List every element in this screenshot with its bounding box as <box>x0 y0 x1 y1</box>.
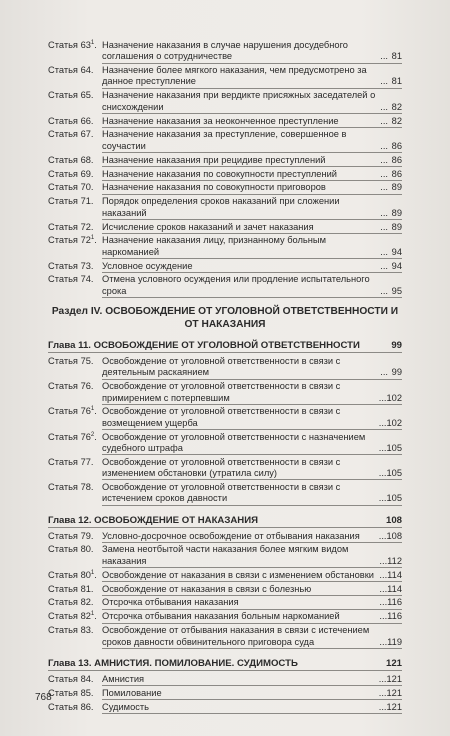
article-number: 73 <box>80 260 91 271</box>
article-number: 76 <box>80 406 91 417</box>
article-word: Статья <box>48 611 78 622</box>
article-number: 63 <box>80 40 91 50</box>
toc-entry <box>48 155 402 167</box>
article-superscript: 1 <box>90 611 95 618</box>
entry-title: Освобождение от наказания в связи с болезнью <box>102 583 312 594</box>
article-label: Статья 66. <box>48 115 94 126</box>
entry-page-number: 95 <box>391 285 402 296</box>
leader-dots: ... <box>378 468 387 479</box>
toc-entry <box>48 531 402 543</box>
entry-page-number: 94 <box>391 260 402 271</box>
entry-page-number: 86 <box>391 154 402 165</box>
article-superscript: 1 <box>90 569 95 576</box>
article-label: Статья 68. <box>48 154 94 165</box>
article-number: 76 <box>80 381 91 392</box>
leader-dots: ... <box>380 140 388 151</box>
entry-page-number: 99 <box>391 367 402 378</box>
article-word: Статья <box>48 196 78 207</box>
toc-entry <box>48 406 402 430</box>
entry-page-number: 89 <box>391 221 402 232</box>
entry-title-line <box>102 674 402 686</box>
entry-title: Освобождение от отбывания наказания в связи с истечением сроков давности обвинительного приговора суда <box>102 625 370 647</box>
toc-entry <box>48 702 402 714</box>
article-number: 68 <box>80 154 91 165</box>
toc-entry <box>48 40 402 64</box>
leader-dots: ... <box>379 583 388 594</box>
leader-dots: ... <box>379 611 388 622</box>
article-superscript: 1 <box>90 39 95 46</box>
article-word: Статья <box>48 90 78 101</box>
entry-page-number: 89 <box>391 182 402 193</box>
chapter-12-heading <box>48 515 402 528</box>
article-number: 72 <box>80 235 91 246</box>
article-label: Статья $80^1$. <box>48 569 97 580</box>
entry-title-line <box>102 182 402 194</box>
toc-entry <box>48 688 402 700</box>
article-label: Статья 64. <box>48 65 94 76</box>
chapter-13-heading <box>48 658 402 671</box>
leader-dots: ... <box>380 182 388 193</box>
entry-title-line <box>102 482 402 506</box>
chapter-page-number: 121 <box>385 657 402 669</box>
entry-title: Освобождение от уголовной ответственности в связи с деятельным раскаянием <box>102 356 341 378</box>
entry-title: Отсрочка отбывания наказания больным наркоманией <box>102 611 340 622</box>
article-number: 81 <box>80 583 91 594</box>
article-number: 78 <box>80 482 91 492</box>
article-word: Статья <box>48 40 78 50</box>
entry-page-number: 116 <box>387 611 402 622</box>
leader-dots: ... <box>380 168 388 179</box>
entry-title-line <box>102 544 402 568</box>
article-number: 65 <box>80 90 91 101</box>
article-label: Статья 71. <box>48 196 94 207</box>
entry-title-line <box>102 531 402 543</box>
toc-entry <box>48 482 402 506</box>
article-number: 72 <box>80 221 91 232</box>
article-number: 85 <box>80 687 91 698</box>
article-number: 64 <box>80 65 91 76</box>
article-superscript: 1 <box>90 406 95 413</box>
leader-dots: ... <box>380 260 388 271</box>
entry-title: Отмена условного осуждения или продление испытательного срока <box>102 274 370 296</box>
entry-title: Судимость <box>102 701 149 712</box>
leader-dots: ... <box>380 76 388 87</box>
chapter-title: Глава 12. ОСВОБОЖДЕНИЕ ОТ НАКАЗАНИЯ <box>48 514 259 526</box>
entry-page-number: 102 <box>386 417 402 428</box>
entry-title: Назначение наказания за преступление, совершенное в соучастии <box>102 129 347 151</box>
toc-entry <box>48 625 402 649</box>
article-word: Статья <box>48 221 78 232</box>
article-number: 79 <box>80 530 91 541</box>
toc-entry <box>48 597 402 609</box>
entry-page-number: 102 <box>386 392 402 403</box>
entry-page-number: 81 <box>391 51 402 62</box>
entry-title: Назначение наказания по совокупности приговоров <box>102 182 326 193</box>
entry-title-line <box>102 169 402 181</box>
entry-title: Исчисление сроков наказаний и зачет наказания <box>102 221 314 232</box>
entry-title: Назначение более мягкого наказания, чем предусмотрено за данное преступление <box>102 65 367 87</box>
toc-entry <box>48 235 402 259</box>
article-label: Статья 79. <box>48 530 94 541</box>
entry-title: Назначение наказания в случае нарушения досудебного соглашения о сотрудничестве <box>102 40 348 62</box>
entry-title: Назначение наказания лицу, признанному больным наркоманией <box>102 235 326 257</box>
leader-dots: ... <box>380 285 388 296</box>
article-label: Статья 86. <box>48 701 94 712</box>
page-number: 768 <box>35 692 52 703</box>
article-label: Статья 84. <box>48 673 94 684</box>
article-word: Статья <box>48 129 78 140</box>
toc-entry <box>48 196 402 220</box>
section-heading <box>48 305 402 331</box>
toc-entry <box>48 182 402 194</box>
article-word: Статья <box>48 406 78 417</box>
entry-page-number: 121 <box>386 673 402 684</box>
article-number: 82 <box>80 597 91 608</box>
entry-title-line <box>102 570 402 582</box>
entry-title-line <box>102 261 402 273</box>
chapter-page-number: 99 <box>391 340 402 352</box>
article-word: Статья <box>48 701 78 712</box>
toc-entry <box>48 611 402 623</box>
article-number: 82 <box>80 611 91 622</box>
toc-entry <box>48 544 402 568</box>
entry-page-number: 86 <box>391 140 402 151</box>
entry-title-line <box>102 432 402 456</box>
article-number: 76 <box>80 431 91 442</box>
leader-dots: ... <box>378 493 387 504</box>
article-label: Статья 67. <box>48 129 94 140</box>
entry-title: Замена неотбытой части наказания более мягким видом наказания <box>102 544 349 566</box>
entry-page-number: 82 <box>391 101 402 112</box>
article-label: Статья $76^2$. <box>48 431 97 442</box>
chapter-11-heading <box>48 340 402 353</box>
entry-page-number: 82 <box>391 115 402 126</box>
article-word: Статья <box>48 625 78 636</box>
article-word: Статья <box>48 597 78 608</box>
leader-dots: ... <box>380 207 388 218</box>
toc-entry <box>48 65 402 89</box>
entry-title: Назначение наказания при вердикте присяжных заседателей о снисхождении <box>102 90 376 112</box>
article-word: Статья <box>48 687 78 698</box>
entry-title-line <box>102 116 402 128</box>
toc-list-chapter-12 <box>48 531 402 649</box>
article-number: 80 <box>80 569 91 580</box>
toc-list-chapter-11 <box>48 356 402 506</box>
entry-page-number: 114 <box>387 583 402 594</box>
article-number: 71 <box>80 196 91 207</box>
entry-page-number: 105 <box>386 442 402 453</box>
article-label: Статья 85. <box>48 687 94 698</box>
entry-title-line <box>102 406 402 430</box>
toc-list-part-a <box>48 40 402 298</box>
toc-entry <box>48 457 402 481</box>
article-number: 66 <box>80 115 91 126</box>
entry-title-line <box>102 381 402 405</box>
article-word: Статья <box>48 583 78 594</box>
entry-title: Порядок определения сроков наказаний при сложении наказаний <box>102 196 340 218</box>
toc-entry <box>48 222 402 234</box>
article-number: 75 <box>80 356 91 367</box>
article-superscript: 2 <box>90 431 95 438</box>
article-label: Статья $72^1$. <box>48 235 97 246</box>
entry-page-number: 121 <box>386 701 402 712</box>
entry-title-line <box>102 584 402 596</box>
toc-entry <box>48 116 402 128</box>
entry-page-number: 121 <box>386 687 402 698</box>
article-word: Статья <box>48 673 78 684</box>
article-number: 83 <box>80 625 91 636</box>
article-number: 70 <box>80 182 91 193</box>
article-label: Статья 83. <box>48 625 94 636</box>
article-word: Статья <box>48 182 78 193</box>
article-word: Статья <box>48 154 78 165</box>
article-label: Статья 75. <box>48 356 94 367</box>
leader-dots: ... <box>380 115 388 126</box>
entry-title: Освобождение от уголовной ответственности в связи с истечением сроков давности <box>102 482 341 504</box>
entry-title: Помилование <box>102 687 162 698</box>
article-word: Статья <box>48 235 78 246</box>
leader-dots: ... <box>380 101 388 112</box>
leader-dots: ... <box>380 154 388 165</box>
leader-dots: ... <box>378 417 387 428</box>
entry-title: Освобождение от уголовной ответственности в связи с изменением обстановки (утратила силу) <box>102 456 341 479</box>
entry-title-line <box>102 625 402 649</box>
entry-title: Освобождение от уголовной ответственности с назначением судебного штрафа <box>102 431 366 453</box>
article-word: Статья <box>48 381 78 392</box>
entry-page-number: 105 <box>386 468 402 479</box>
entry-title-line <box>102 129 402 153</box>
toc-list-chapter-13 <box>48 674 402 714</box>
leader-dots: ... <box>379 597 388 608</box>
entry-title: Назначение наказания по совокупности преступлений <box>102 168 338 179</box>
leader-dots: ... <box>380 246 388 257</box>
entry-title-line <box>102 274 402 298</box>
leader-dots: ... <box>379 569 388 580</box>
entry-title-line <box>102 155 402 167</box>
article-label: Статья 74. <box>48 274 94 285</box>
entry-title: Назначение наказания за неоконченное преступление <box>102 115 339 126</box>
entry-title-line <box>102 457 402 481</box>
entry-title-line <box>102 688 402 700</box>
entry-page-number: 114 <box>387 569 402 580</box>
article-label: Статья 82. <box>48 597 94 608</box>
leader-dots: ... <box>379 555 388 566</box>
entry-title: Назначение наказания при рецидиве преступлений <box>102 154 326 165</box>
entry-title-line <box>102 356 402 380</box>
entry-page-number: 89 <box>391 207 402 218</box>
toc-entry <box>48 381 402 405</box>
article-number: 80 <box>80 544 91 555</box>
chapter-title: Глава 13. АМНИСТИЯ. ПОМИЛОВАНИЕ. СУДИМОСТЬ <box>48 657 298 669</box>
entry-page-number: 94 <box>391 246 402 257</box>
article-word: Статья <box>48 65 78 76</box>
article-number: 74 <box>80 274 91 285</box>
article-label: Статья 65. <box>48 90 94 101</box>
entry-title-line <box>102 40 402 64</box>
section-title: Раздел IV. ОСВОБОЖДЕНИЕ ОТ УГОЛОВНОЙ ОТВЕТСТВЕННОСТИ И ОТ НАКАЗАНИЯ <box>51 306 399 331</box>
toc-entry <box>48 674 402 686</box>
article-superscript: 1 <box>90 235 95 242</box>
article-label: Статья 76. <box>48 381 94 392</box>
article-word: Статья <box>48 356 78 367</box>
article-word: Статья <box>48 115 78 126</box>
leader-dots: ... <box>380 367 388 378</box>
entry-title: Условное осуждение <box>102 260 193 271</box>
article-word: Статья <box>48 168 78 179</box>
entry-title: Отсрочка отбывания наказания <box>102 597 239 608</box>
entry-page-number: 105 <box>386 493 402 504</box>
toc-entry <box>48 356 402 380</box>
article-number: 84 <box>80 673 91 684</box>
article-label: Статья 80. <box>48 544 94 555</box>
article-word: Статья <box>48 431 78 442</box>
article-number: 86 <box>80 701 91 712</box>
entry-title: Освобождение от наказания в связи с изменением обстановки <box>102 569 374 580</box>
article-word: Статья <box>48 260 78 271</box>
entry-page-number: 119 <box>387 636 402 647</box>
article-word: Статья <box>48 530 78 541</box>
toc-entry <box>48 274 402 298</box>
article-label: Статья 69. <box>48 168 94 179</box>
leader-dots: ... <box>380 221 388 232</box>
article-word: Статья <box>48 544 78 555</box>
article-word: Статья <box>48 456 78 467</box>
entry-title-line <box>102 65 402 89</box>
entry-title: Условно-досрочное освобождение от отбывания наказания <box>102 530 360 541</box>
toc-entry <box>48 570 402 582</box>
leader-dots: ... <box>380 51 388 62</box>
article-number: 69 <box>80 168 91 179</box>
entry-title-line <box>102 90 402 114</box>
entry-title: Освобождение от уголовной ответственности в связи с примирением с потерпевшим <box>102 381 341 403</box>
entry-page-number: 108 <box>386 530 402 541</box>
article-label: Статья $82^1$. <box>48 611 97 622</box>
toc-entry <box>48 90 402 114</box>
entry-page-number: 112 <box>387 555 402 566</box>
article-label: Статья 77. <box>48 456 94 467</box>
article-word: Статья <box>48 569 78 580</box>
article-label: Статья $76^1$. <box>48 406 97 417</box>
article-label: Статья 78. <box>48 482 94 492</box>
entry-title-line <box>102 235 402 259</box>
entry-title-line <box>102 702 402 714</box>
article-number: 67 <box>80 129 91 140</box>
leader-dots: ... <box>378 392 387 403</box>
leader-dots: ... <box>378 530 387 541</box>
article-label: Статья $63^1$. <box>48 39 97 50</box>
leader-dots: ... <box>378 701 387 712</box>
article-word: Статья <box>48 482 78 492</box>
article-label: Статья 81. <box>48 583 94 594</box>
entry-page-number: 81 <box>391 76 402 87</box>
entry-title-line <box>102 196 402 220</box>
entry-title: Амнистия <box>102 673 145 684</box>
chapter-title: Глава 11. ОСВОБОЖДЕНИЕ ОТ УГОЛОВНОЙ ОТВЕТСТВЕННОСТИ <box>48 340 360 352</box>
article-label: Статья 73. <box>48 260 94 271</box>
entry-page-number: 116 <box>387 597 402 608</box>
toc-entry <box>48 169 402 181</box>
chapter-page-number: 108 <box>385 514 402 526</box>
entry-page-number: 86 <box>391 168 402 179</box>
entry-title-line <box>102 597 402 609</box>
entry-title: Освобождение от уголовной ответственности в связи с возмещением ущерба <box>102 406 341 428</box>
toc-entry <box>48 584 402 596</box>
article-word: Статья <box>48 274 78 285</box>
toc-entry <box>48 261 402 273</box>
entry-title-line <box>102 222 402 234</box>
entry-title-line <box>102 611 402 623</box>
toc-entry <box>48 432 402 456</box>
leader-dots: ... <box>378 687 387 698</box>
leader-dots: ... <box>378 442 387 453</box>
leader-dots: ... <box>379 636 388 647</box>
article-number: 77 <box>80 456 91 467</box>
article-label: Статья 72. <box>48 221 94 232</box>
toc-entry <box>48 129 402 153</box>
leader-dots: ... <box>378 673 387 684</box>
article-label: Статья 70. <box>48 182 94 193</box>
